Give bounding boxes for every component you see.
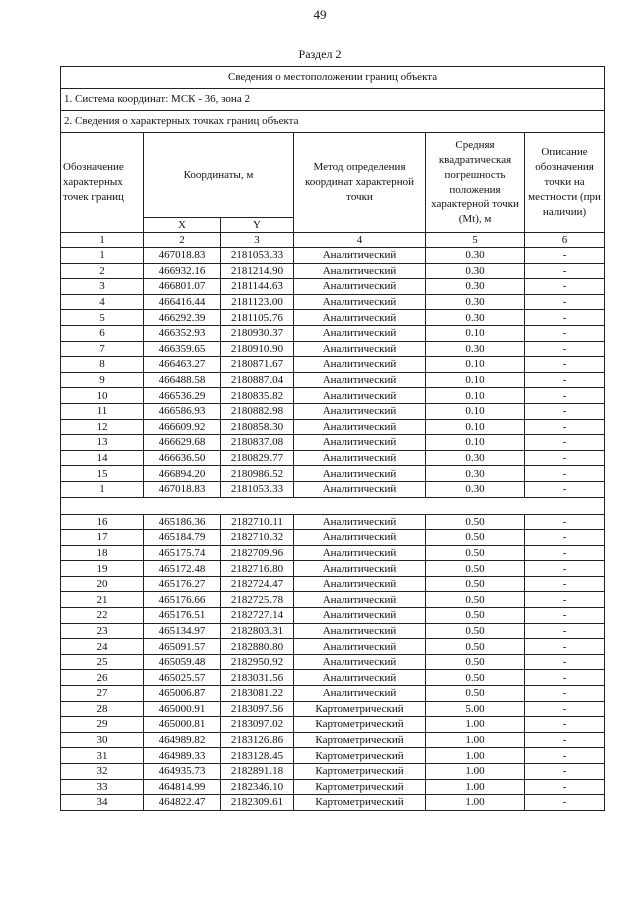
coord-y: 2180910.90 [221, 341, 294, 357]
description-cell: - [525, 419, 605, 435]
description-cell: - [525, 654, 605, 670]
method-cell: Аналитический [294, 372, 426, 388]
coord-y: 2181214.90 [221, 263, 294, 279]
table-row [61, 372, 605, 388]
description-cell: - [525, 514, 605, 530]
point-number: 15 [61, 466, 144, 482]
description-cell: - [525, 310, 605, 326]
accuracy-cell: 0.50 [426, 576, 525, 592]
description-cell: - [525, 341, 605, 357]
coord-x: 464989.33 [144, 748, 221, 764]
table-row [61, 592, 605, 608]
coord-x: 465172.48 [144, 561, 221, 577]
point-number: 27 [61, 686, 144, 702]
method-cell: Аналитический [294, 530, 426, 546]
description-cell: - [525, 545, 605, 561]
table-row [61, 701, 605, 717]
description-cell: - [525, 623, 605, 639]
description-cell: - [525, 435, 605, 451]
coord-y: 2182716.80 [221, 561, 294, 577]
point-number: 4 [61, 294, 144, 310]
coord-y: 2182710.11 [221, 514, 294, 530]
accuracy-cell: 1.00 [426, 717, 525, 733]
point-number: 23 [61, 623, 144, 639]
table-row [61, 310, 605, 326]
coord-x: 465176.66 [144, 592, 221, 608]
page-number: 49 [313, 7, 327, 22]
method-cell: Аналитический [294, 670, 426, 686]
description-cell: - [525, 732, 605, 748]
description-cell: - [525, 670, 605, 686]
method-cell: Аналитический [294, 481, 426, 497]
table-row [61, 561, 605, 577]
coord-y: 2182710.32 [221, 530, 294, 546]
coord-x: 467018.83 [144, 481, 221, 497]
table-row [61, 639, 605, 655]
header-point-designation: Обозначение характерных точек границ [61, 133, 144, 233]
coord-y: 2180858.30 [221, 419, 294, 435]
point-number: 8 [61, 357, 144, 373]
table-row [61, 388, 605, 404]
description-cell: - [525, 795, 605, 811]
point-number: 19 [61, 561, 144, 577]
coord-x: 466586.93 [144, 403, 221, 419]
coord-x: 465184.79 [144, 530, 221, 546]
accuracy-cell: 0.50 [426, 530, 525, 546]
description-cell: - [525, 403, 605, 419]
method-cell: Аналитический [294, 341, 426, 357]
coord-x: 466536.29 [144, 388, 221, 404]
method-cell: Аналитический [294, 450, 426, 466]
column-number: 1 [61, 233, 144, 248]
accuracy-cell: 0.30 [426, 310, 525, 326]
column-number: 4 [294, 233, 426, 248]
table-row [61, 576, 605, 592]
method-cell: Аналитический [294, 623, 426, 639]
point-number: 33 [61, 779, 144, 795]
coord-x: 465176.51 [144, 608, 221, 624]
method-cell: Аналитический [294, 248, 426, 264]
description-cell: - [525, 686, 605, 702]
method-cell: Аналитический [294, 325, 426, 341]
accuracy-cell: 1.00 [426, 795, 525, 811]
description-cell: - [525, 576, 605, 592]
coord-y: 2183031.56 [221, 670, 294, 686]
point-number: 11 [61, 403, 144, 419]
description-cell: - [525, 608, 605, 624]
point-number: 20 [61, 576, 144, 592]
method-cell: Аналитический [294, 419, 426, 435]
table-row [61, 435, 605, 451]
accuracy-cell: 0.10 [426, 372, 525, 388]
table-row [61, 545, 605, 561]
point-number: 17 [61, 530, 144, 546]
accuracy-cell: 0.30 [426, 279, 525, 295]
accuracy-cell: 0.10 [426, 435, 525, 451]
point-number: 10 [61, 388, 144, 404]
accuracy-cell: 0.50 [426, 639, 525, 655]
coord-x: 466629.68 [144, 435, 221, 451]
table-row [61, 670, 605, 686]
coord-x: 465000.81 [144, 717, 221, 733]
table-row [61, 357, 605, 373]
boundary-points-table [60, 66, 605, 811]
table-row [61, 419, 605, 435]
accuracy-cell: 0.30 [426, 248, 525, 264]
accuracy-cell: 1.00 [426, 748, 525, 764]
coord-y: 2182724.47 [221, 576, 294, 592]
accuracy-cell: 0.10 [426, 357, 525, 373]
coord-y: 2182950.92 [221, 654, 294, 670]
coord-y: 2182880.80 [221, 639, 294, 655]
method-cell: Аналитический [294, 514, 426, 530]
description-cell: - [525, 294, 605, 310]
coord-y: 2180871.67 [221, 357, 294, 373]
method-cell: Аналитический [294, 654, 426, 670]
coord-x: 466292.39 [144, 310, 221, 326]
coord-x: 465176.27 [144, 576, 221, 592]
coord-x: 465134.97 [144, 623, 221, 639]
accuracy-cell: 0.30 [426, 450, 525, 466]
table-row [61, 466, 605, 482]
point-number: 5 [61, 310, 144, 326]
point-number: 31 [61, 748, 144, 764]
method-cell: Аналитический [294, 279, 426, 295]
header-coordinates: Координаты, м [144, 133, 294, 218]
description-cell: - [525, 450, 605, 466]
table-row [61, 530, 605, 546]
method-cell: Картометрический [294, 748, 426, 764]
method-cell: Аналитический [294, 435, 426, 451]
accuracy-cell: 0.30 [426, 466, 525, 482]
coord-y: 2181123.00 [221, 294, 294, 310]
coord-x: 465000.91 [144, 701, 221, 717]
accuracy-cell: 0.30 [426, 263, 525, 279]
coord-y: 2182727.14 [221, 608, 294, 624]
group-separator [61, 497, 605, 514]
point-number: 12 [61, 419, 144, 435]
coord-y: 2180837.08 [221, 435, 294, 451]
description-cell: - [525, 639, 605, 655]
table-row [61, 779, 605, 795]
coord-y: 2181144.63 [221, 279, 294, 295]
description-cell: - [525, 717, 605, 733]
description-cell: - [525, 748, 605, 764]
method-cell: Аналитический [294, 294, 426, 310]
accuracy-cell: 5.00 [426, 701, 525, 717]
point-number: 18 [61, 545, 144, 561]
point-number: 34 [61, 795, 144, 811]
coord-y: 2182309.61 [221, 795, 294, 811]
accuracy-cell: 0.30 [426, 294, 525, 310]
table-row [61, 279, 605, 295]
coord-x: 465025.57 [144, 670, 221, 686]
coord-x: 466636.50 [144, 450, 221, 466]
method-cell: Аналитический [294, 357, 426, 373]
description-cell: - [525, 466, 605, 482]
accuracy-cell: 0.50 [426, 592, 525, 608]
coord-y: 2183128.45 [221, 748, 294, 764]
point-number: 2 [61, 263, 144, 279]
table-row [61, 748, 605, 764]
method-cell: Аналитический [294, 686, 426, 702]
table-row [61, 341, 605, 357]
coord-y: 2180930.37 [221, 325, 294, 341]
accuracy-cell: 0.10 [426, 419, 525, 435]
point-number: 30 [61, 732, 144, 748]
points-group-2 [61, 514, 605, 810]
description-cell: - [525, 561, 605, 577]
coord-y: 2181053.33 [221, 248, 294, 264]
accuracy-cell: 0.50 [426, 670, 525, 686]
table-row [61, 732, 605, 748]
accuracy-cell: 0.10 [426, 325, 525, 341]
coord-x: 466352.93 [144, 325, 221, 341]
points-group-1 [61, 248, 605, 498]
table-title: Сведения о местоположении границ объекта [61, 67, 605, 89]
point-number: 28 [61, 701, 144, 717]
coord-y: 2181053.33 [221, 481, 294, 497]
accuracy-cell: 0.50 [426, 561, 525, 577]
coord-y: 2180887.04 [221, 372, 294, 388]
coord-x: 464989.82 [144, 732, 221, 748]
coord-x: 465175.74 [144, 545, 221, 561]
coord-y: 2180882.98 [221, 403, 294, 419]
accuracy-cell: 1.00 [426, 779, 525, 795]
method-cell: Аналитический [294, 545, 426, 561]
table-row [61, 795, 605, 811]
column-number: 2 [144, 233, 221, 248]
coord-x: 466359.65 [144, 341, 221, 357]
point-number: 32 [61, 764, 144, 780]
description-cell: - [525, 592, 605, 608]
accuracy-cell: 0.50 [426, 654, 525, 670]
coord-x: 466801.07 [144, 279, 221, 295]
coordinate-system: 1. Система координат: МСК - 36, зона 2 [61, 89, 605, 111]
accuracy-cell: 0.10 [426, 388, 525, 404]
coord-x: 465186.36 [144, 514, 221, 530]
point-number: 22 [61, 608, 144, 624]
accuracy-cell: 0.30 [426, 341, 525, 357]
method-cell: Аналитический [294, 263, 426, 279]
method-cell: Аналитический [294, 639, 426, 655]
coord-y: 2182346.10 [221, 779, 294, 795]
column-number: 5 [426, 233, 525, 248]
coord-x: 466488.58 [144, 372, 221, 388]
coord-x: 465059.48 [144, 654, 221, 670]
point-number: 16 [61, 514, 144, 530]
coord-x: 464935.73 [144, 764, 221, 780]
description-cell: - [525, 779, 605, 795]
accuracy-cell: 0.30 [426, 481, 525, 497]
coord-y: 2182709.96 [221, 545, 294, 561]
coord-x: 466609.92 [144, 419, 221, 435]
method-cell: Картометрический [294, 717, 426, 733]
method-cell: Аналитический [294, 466, 426, 482]
point-number: 25 [61, 654, 144, 670]
description-cell: - [525, 530, 605, 546]
accuracy-cell: 0.50 [426, 686, 525, 702]
coord-x: 465006.87 [144, 686, 221, 702]
table-row [61, 623, 605, 639]
table-row [61, 654, 605, 670]
method-cell: Аналитический [294, 403, 426, 419]
table-row [61, 263, 605, 279]
coord-x: 466932.16 [144, 263, 221, 279]
point-number: 13 [61, 435, 144, 451]
coord-y: 2182803.31 [221, 623, 294, 639]
table-row [61, 450, 605, 466]
point-number: 6 [61, 325, 144, 341]
coord-x: 467018.83 [144, 248, 221, 264]
column-number: 6 [525, 233, 605, 248]
point-number: 9 [61, 372, 144, 388]
description-cell: - [525, 325, 605, 341]
method-cell: Аналитический [294, 388, 426, 404]
coord-x: 466894.20 [144, 466, 221, 482]
description-cell: - [525, 263, 605, 279]
empty-separator-row [61, 497, 605, 514]
coord-y: 2182725.78 [221, 592, 294, 608]
points-heading: 2. Сведения о характерных точках границ объекта [61, 111, 605, 133]
coord-x: 464822.47 [144, 795, 221, 811]
accuracy-cell: 0.50 [426, 608, 525, 624]
table-row [61, 294, 605, 310]
description-cell: - [525, 764, 605, 780]
point-number: 29 [61, 717, 144, 733]
method-cell: Аналитический [294, 592, 426, 608]
method-cell: Аналитический [294, 561, 426, 577]
point-number: 3 [61, 279, 144, 295]
table-row [61, 248, 605, 264]
table-row [61, 717, 605, 733]
accuracy-cell: 0.50 [426, 545, 525, 561]
accuracy-cell: 0.50 [426, 623, 525, 639]
header-description: Описание обозначения точки на местности (при наличии) [525, 133, 605, 233]
coord-y: 2180829.77 [221, 450, 294, 466]
coord-x: 464814.99 [144, 779, 221, 795]
point-number: 14 [61, 450, 144, 466]
coord-y: 2180835.82 [221, 388, 294, 404]
point-number: 7 [61, 341, 144, 357]
table-row [61, 514, 605, 530]
method-cell: Картометрический [294, 701, 426, 717]
point-number: 1 [61, 481, 144, 497]
column-number: 3 [221, 233, 294, 248]
coord-y: 2183097.56 [221, 701, 294, 717]
point-number: 24 [61, 639, 144, 655]
table-row [61, 403, 605, 419]
coord-x: 466463.27 [144, 357, 221, 373]
point-number: 26 [61, 670, 144, 686]
coord-y: 2183097.02 [221, 717, 294, 733]
description-cell: - [525, 357, 605, 373]
coord-x: 465091.57 [144, 639, 221, 655]
accuracy-cell: 1.00 [426, 732, 525, 748]
method-cell: Картометрический [294, 732, 426, 748]
method-cell: Аналитический [294, 608, 426, 624]
section-title: Раздел 2 [298, 47, 342, 61]
table-row [61, 686, 605, 702]
header-method: Метод определения координат характерной точки [294, 133, 426, 233]
coord-x: 466416.44 [144, 294, 221, 310]
table-header [61, 67, 605, 248]
accuracy-cell: 1.00 [426, 764, 525, 780]
table-row [61, 764, 605, 780]
method-cell: Картометрический [294, 764, 426, 780]
accuracy-cell: 0.10 [426, 403, 525, 419]
coord-y: 2183081.22 [221, 686, 294, 702]
table-row [61, 325, 605, 341]
coord-y: 2180986.52 [221, 466, 294, 482]
description-cell: - [525, 279, 605, 295]
coord-y: 2183126.86 [221, 732, 294, 748]
point-number: 1 [61, 248, 144, 264]
description-cell: - [525, 481, 605, 497]
description-cell: - [525, 372, 605, 388]
point-number: 21 [61, 592, 144, 608]
method-cell: Аналитический [294, 576, 426, 592]
description-cell: - [525, 248, 605, 264]
table-row [61, 481, 605, 497]
accuracy-cell: 0.50 [426, 514, 525, 530]
header-x: X [144, 218, 221, 233]
method-cell: Аналитический [294, 310, 426, 326]
method-cell: Картометрический [294, 795, 426, 811]
description-cell: - [525, 388, 605, 404]
header-y: Y [221, 218, 294, 233]
coord-y: 2181105.76 [221, 310, 294, 326]
table-row [61, 608, 605, 624]
method-cell: Картометрический [294, 779, 426, 795]
coord-y: 2182891.18 [221, 764, 294, 780]
header-accuracy: Средняя квадратическая погрешность положения характерной точки (Mt), м [426, 133, 525, 233]
description-cell: - [525, 701, 605, 717]
